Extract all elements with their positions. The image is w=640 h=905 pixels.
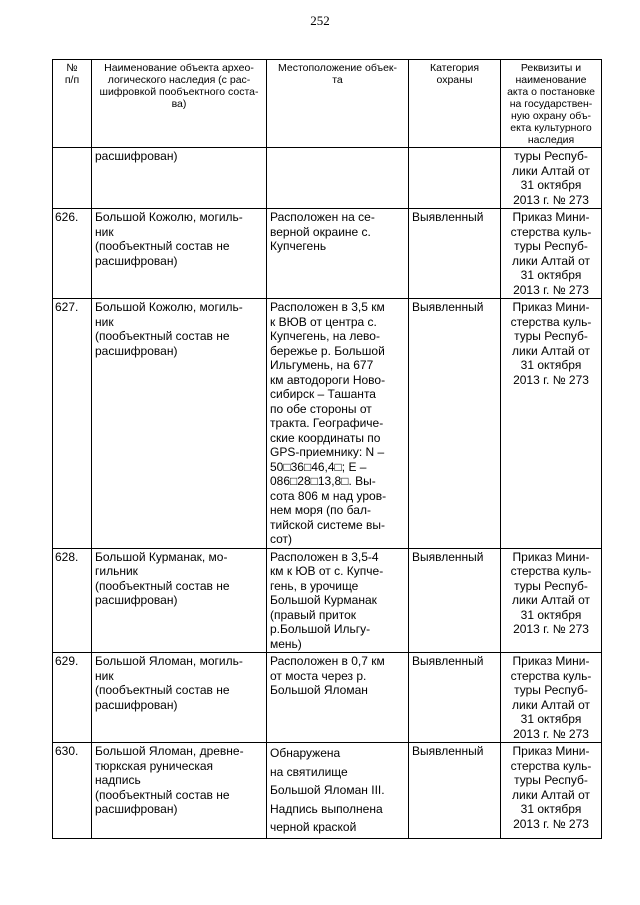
header-row: [53, 60, 602, 148]
cell-num: [53, 148, 92, 209]
cell-location: Обнаружена на святилище Большой Яломан III. Надпись выполнена черной краской: [267, 743, 409, 839]
cell-num: 628.: [53, 548, 92, 653]
cell-act: Приказ Мини- стерства куль- туры Респуб- лики Алтай от 31 октября 2013 г. № 273: [501, 299, 602, 549]
cell-name: расшифрован): [92, 148, 267, 209]
cell-act: туры Респуб- лики Алтай от 31 октября 2013 г. № 273: [501, 148, 602, 209]
header-category: Категория охраны: [409, 60, 501, 148]
cell-name: Большой Курманак, мо- гильник (пообъектный состав не расшифрован): [92, 548, 267, 653]
page-number: 252: [310, 13, 330, 28]
cell-location: Расположен в 3,5 км к ВЮВ от центра с. Купчегень, на лево- бережье р. Большой Ильгумень, на 677 км автодороги Ново- сибирск – Ташанта по обе стороны от тракта. Географиче- ские координаты по GPS-приемнику: N – 50□36□46,4□; E – 086□28□13,8□. Вы- сота 806 м над уров- нем моря (по бал- тийской системе вы- сот): [267, 299, 409, 549]
header-name: Наименование объекта архео- логического наследия (с рас- шифровкой пообъектного соста- ва): [92, 60, 267, 148]
table-row: [53, 653, 602, 743]
cell-location: Расположен в 0,7 км от моста через р. Большой Яломан: [267, 653, 409, 743]
table-row: [53, 548, 602, 653]
cell-act: Приказ Мини- стерства куль- туры Респуб- лики Алтай от 31 октября 2013 г. № 273: [501, 548, 602, 653]
cell-category: Выявленный: [409, 653, 501, 743]
cell-category: Выявленный: [409, 548, 501, 653]
table-row-continuation: [53, 148, 602, 209]
cell-category: Выявленный: [409, 209, 501, 299]
cell-category: Выявленный: [409, 743, 501, 839]
cell-act: Приказ Мини- стерства куль- туры Респуб- лики Алтай от 31 октября 2013 г. № 273: [501, 209, 602, 299]
cell-location: Расположен в 3,5-4 км к ЮВ от с. Купче- гень, в урочище Большой Курманак (правый приток р.Большой Ильгу- мень): [267, 548, 409, 653]
heritage-table: [52, 59, 602, 839]
cell-name: Большой Кожолю, могиль- ник (пообъектный состав не расшифрован): [92, 299, 267, 549]
cell-num: 626.: [53, 209, 92, 299]
cell-num: 627.: [53, 299, 92, 549]
cell-category: Выявленный: [409, 299, 501, 549]
cell-category: [409, 148, 501, 209]
cell-name: Большой Кожолю, могиль- ник (пообъектный состав не расшифрован): [92, 209, 267, 299]
cell-location: [267, 148, 409, 209]
cell-num: 630.: [53, 743, 92, 839]
table-row: [53, 743, 602, 839]
cell-num: 629.: [53, 653, 92, 743]
cell-name: Большой Яломан, древне- тюркская руническая надпись (пообъектный состав не расшифрован): [92, 743, 267, 839]
header-act: Реквизиты и наименование акта о постановке на государствен- ную охрану объ- екта культурного наследия: [501, 60, 602, 148]
header-location: Местоположение объек- та: [267, 60, 409, 148]
cell-act: Приказ Мини- стерства куль- туры Респуб- лики Алтай от 31 октября 2013 г. № 273: [501, 743, 602, 839]
header-num: № п/п: [53, 60, 92, 148]
cell-act: Приказ Мини- стерства куль- туры Респуб- лики Алтай от 31 октября 2013 г. № 273: [501, 653, 602, 743]
cell-location: Расположен на се- верной окраине с. Купчегень: [267, 209, 409, 299]
cell-name: Большой Яломан, могиль- ник (пообъектный состав не расшифрован): [92, 653, 267, 743]
table-row: [53, 209, 602, 299]
table-row: [53, 299, 602, 549]
